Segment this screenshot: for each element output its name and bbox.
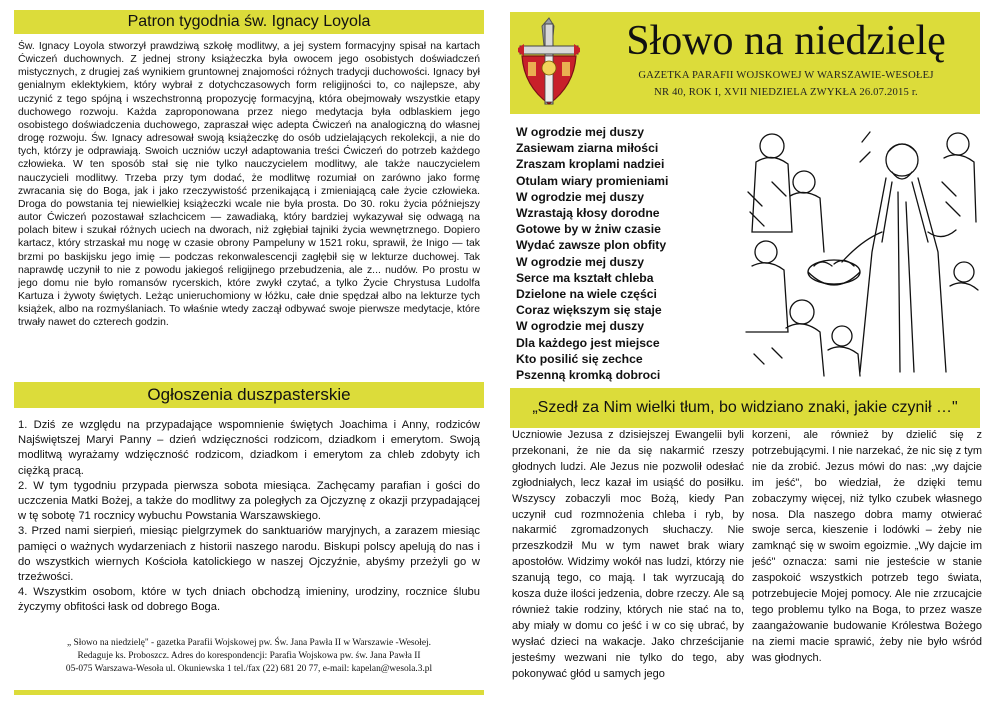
footer xyxy=(18,637,480,689)
poem-line: Zraszam kroplami nadziei xyxy=(516,157,665,172)
patron-text: Św. Ignacy Loyola stworzył prawdziwą szkołę modlitwy, a jej system formacyjny spisał na kartach Ćwiczeń duchownych. Z jednej strony książeczka była owocem jego osobistych doświadczeń mistycznych, z drugiej zaś wynikiem gruntownej znajomości różnych tradycji duchowości. Ignacy był genialnym eklektykiem, który wybrał z dotychczasowych form religijności to, co najlepsze, aby uczynić z tego spójną i wszechstronną propozycję formacyjną, która obejmowały wszystkie etapy duchowego rozwoju. Każda zaproponowana przez niego medytacja była odblaskiem jego osobistego doświadczenia duchowego, zapraszał więc adepta Ćwiczeń na analogiczną do własnej drogę rozwoju. Św. Ignacy adresował swoją książeczkę do osób udzielających rekolekcji, a nie do tych, którzy je odprawiają. Swoich uczniów uczył adaptowania treści Ćwiczeń do potrzeb każdego człowieka. W ten sposób stał się nie tylko nauczycielem modlitwy, ale także nauczycielem nauczycieli modlitwy. Trzeba przy tym dodać, że modlitwę rozumiał on zarówno jako formę zwracania się do Boga, jak i jako rzeczywistość przenikającą i zmieniającą całe życie człowieka. Droga do powstania tej niewielkiej książeczki wcale nie była prosta. Do 30. roku życia późniejszy autor Ćwiczeń pozostawał szlachcicem — zawadiaką, który bardziej wykazywał się odwagą na polach bitew i szukał różnych uciech na dworach, niż zgłębiał tajniki życia wewnętrznego. Dopiero kartacz, który strzaskał mu nogę w czasie obrony Pampeluny w 1521 roku, sprawił, że Inigo — tak brzmi po baskijsku jego imię — podczas rekonwalescencji zagłębił się w lekturze duchowej. Tak naprawdę uczynił to nie z powodu jakiegoś religijnego przebudzenia, ale z... nudów. Po prostu w jego domu nie było romansów rycerskich, które zwykł czytać, a tylko Życie Chrystusa Ludolfa Kartuza i żywoty świętych. Leżąc unieruchomiony w łóżku, całe dnie spędzał albo na lekturze tych książek, albo na rozmyślaniach. To właśnie wtedy zaczął odbywać swoje pierwsze medytacje, które trwały nawet do czterech godzin. xyxy=(18,41,480,329)
patron-title: Patron tygodnia św. Ignacy Loyola xyxy=(127,13,371,30)
jesus-feeding-crowd-illustration xyxy=(742,122,980,378)
parish-cross-logo-icon xyxy=(514,16,584,110)
poem-line: Dla każdego jest miejsce xyxy=(516,335,660,350)
announcement-item: 1. Dziś ze względu na przypadające wspomnienie świętych Joachima i Anny, rodziców Najświętszej Maryi Panny – dzień wdzięczności rodzicom, dziadkom i emerytom. Swoją modlitwą wyrażamy wdzięczność rodzicom, dziadkom i emerytom za chleb zdobyty ich ciężką pracą. xyxy=(18,419,480,477)
poem-line: Kto posilić się zechce xyxy=(516,351,643,366)
footer-line-3: 05-075 Warszawa-Wesoła ul. Okuniewska 1 tel./fax (22) 681 20 77, e-mail: kapelan@wesola.3.pl xyxy=(65,664,433,674)
poem-line: W ogrodzie mej duszy xyxy=(516,189,644,204)
article-header xyxy=(510,388,980,428)
newsletter-title: Słowo na niedzielę xyxy=(626,18,946,64)
poem-line: Serce ma kształt chleba xyxy=(516,270,654,285)
poem-line: W ogrodzie mej duszy xyxy=(516,319,644,334)
poem-line: Coraz większym się staje xyxy=(516,303,662,318)
poem-line: W ogrodzie mej duszy xyxy=(516,254,644,269)
article-title: „Szedł za Nim wielki tłum, bo widziano znaki, jakie czynił …" xyxy=(532,399,958,416)
poem-line: Gotowe by w żniw czasie xyxy=(516,222,661,237)
footer-line-2: Redaguje ks. Proboszcz. Adres do korespondencji: Parafia Wojskowa pw. św. Jana Pawła II xyxy=(77,651,421,661)
poem-line: Dzielone na wiele części xyxy=(516,287,657,302)
announcements-header xyxy=(14,382,484,408)
issue-info: NR 40, ROK I, XVII NIEDZIELA ZWYKŁA 26.07.2015 r. xyxy=(654,87,918,98)
announcements-title: Ogłoszenia duszpasterskie xyxy=(147,385,351,404)
poem-line: Pszenną kromką dobroci xyxy=(516,368,661,383)
poem-line: W ogrodzie mej duszy xyxy=(516,125,644,139)
announcements-list xyxy=(18,418,480,623)
footer-divider xyxy=(14,690,484,695)
poem-line: Wzrastają kłosy dorodne xyxy=(516,206,660,221)
newsletter-subtitle: GAZETKA PARAFII WOJSKOWEJ W WARSZAWIE-WESOŁEJ xyxy=(638,70,934,81)
poem-line: Otulam wiary promieniami xyxy=(516,173,669,188)
article-column-1: Uczniowie Jezusa z dzisiejszej Ewangelii byli przekonani, że nie da się nakarmić rzeszy głodnych ludzi. Ale Jezus nie pozwolił odesłać zgłodniałych, lecz kazał im usiąść do posiłku. Wszyscy zobaczyli moc Bożą, kiedy Pan uczynił cud rozmnożenia chleba i ryb, by nakarmić zgromadzonych słuchaczy. Nie przeszkodził Mu w tym nawet brak wiary apostołów. Widzimy wokół nas ludzi, którzy nie szanują tego, co mają. I tak wyrzucają do kosza duże ilości jedzenia, dobre rzeczy. Ale są również takie rodziny, których nie stać na to, aby miały w domu co jeść i w co się ubrać, by wysłać dzieci na wakacje. Jako chrześcijanie jesteśmy wezwani nie tylko do tego, aby pokonywać głód u samych jego xyxy=(512,429,744,680)
announcement-item: 3. Przed nami sierpień, miesiąc pielgrzymek do sanktuariów maryjnych, a zarazem miesiąc pamięci o ważnych wydarzeniach z historii naszego narodu. Biskupi polscy apelują do nas i do wszystkich wiernych Kościoła katolickiego w naszej Ojczyźnie, abyśmy przeżyli go w trzeźwości. xyxy=(18,525,480,584)
announcement-item: 2. W tym tygodniu przypada pierwsza sobota miesiąca. Zachęcamy parafian i gości do uczczenia Matki Bożej, a także do modlitwy za poległych za Ojczyznę z okazji przypadającej w tę sobotę 71 rocznicy wybuchu Powstania Warszawskiego. xyxy=(18,479,480,523)
poem xyxy=(516,124,736,383)
poem-line: Zasiewam ziarna miłości xyxy=(516,141,659,156)
poem-line: Wydać zawsze plon obfity xyxy=(516,238,667,253)
announcement-item: 4. Wszystkim osobom, które w tych dniach obchodzą imieniny, urodziny, rocznice ślubu życzymy obfitości łask od dobrego Boga. xyxy=(18,586,480,614)
footer-line-1: „ Słowo na niedzielę" - gazetka Parafii Wojskowej pw. Św. Jana Pawła II w Warszawie -Wesołej. xyxy=(67,638,431,648)
patron-header xyxy=(14,10,484,34)
article-column-2: korzeni, ale również by dzielić się z potrzebującymi. I nie narzekać, że nic się z tym nie da zrobić. Jezus mówi do nas: „wy dajcie im jeść", bo wiedział, że dzięki temu zobaczymy więcej, niż tylko czubek własnego nosa. Dla naszego dobra mamy otwierać swoje serca, kieszenie i lodówki – żeby nie zamknąć się w swoim egoizmie. „Wy dajcie im jeść" oznacza: sami nie jesteście w stanie zaspokoić wszystkich potrzeb tego świata, potrzebujecie Mojej pomocy. Ale nie zrzucajcie tego problemu tylko na Boga, to przez wasze zaangażowanie budowanie Królestwa Bożego na ziemi macie sprawić, żeby nie było wśród was głodnych. xyxy=(752,429,982,664)
